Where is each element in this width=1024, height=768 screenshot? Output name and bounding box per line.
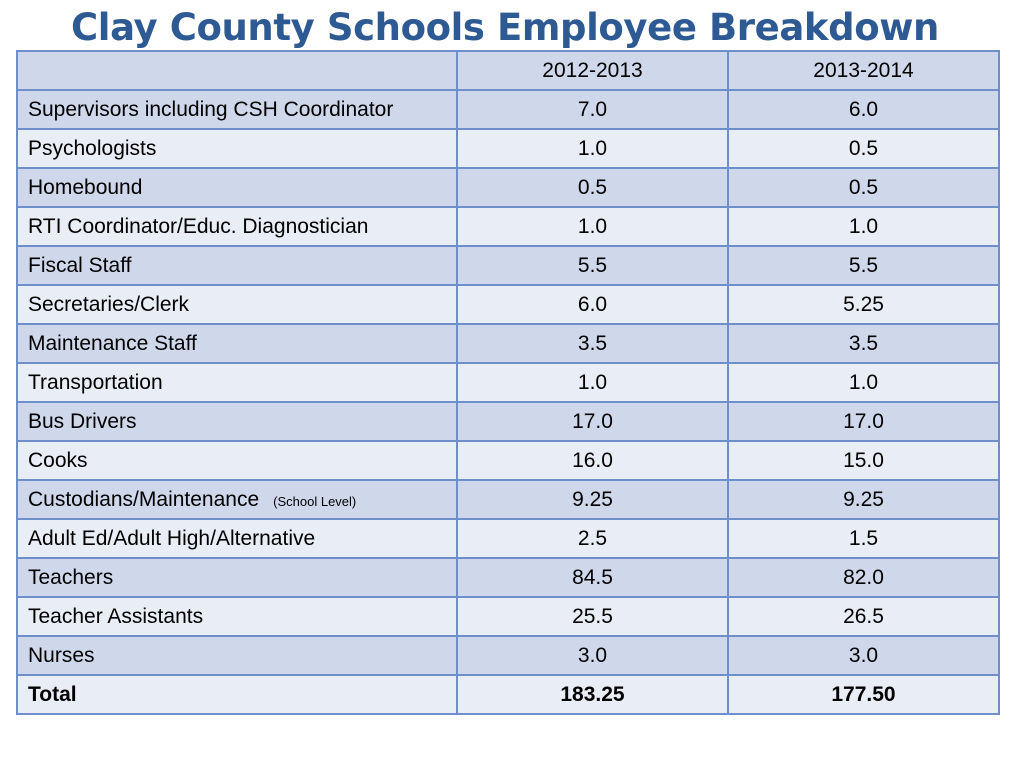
row-label-cell	[17, 363, 457, 402]
row-note: (School Level)	[273, 493, 357, 509]
value-2012-2013: 1.0	[457, 207, 728, 246]
value-2013-2014: 6.0	[728, 90, 999, 129]
table-header-row	[17, 51, 999, 90]
row-label-cell	[17, 324, 457, 363]
row-label: Homebound	[28, 175, 143, 199]
value-2012-2013: 0.5	[457, 168, 728, 207]
table-row	[17, 441, 999, 480]
row-label: Teachers	[28, 565, 114, 589]
header-2013-2014: 2013-2014	[728, 51, 999, 90]
table-row	[17, 207, 999, 246]
value-2012-2013: 1.0	[457, 363, 728, 402]
total-label: Total	[17, 675, 457, 714]
value-2012-2013: 6.0	[457, 285, 728, 324]
value-2012-2013: 3.5	[457, 324, 728, 363]
row-label: Transportation	[28, 370, 163, 394]
table-row	[17, 402, 999, 441]
value-2012-2013: 5.5	[457, 246, 728, 285]
value-2013-2014: 15.0	[728, 441, 999, 480]
row-label-cell	[17, 168, 457, 207]
row-label: Psychologists	[28, 136, 157, 160]
row-label: Bus Drivers	[28, 409, 137, 433]
value-2013-2014: 26.5	[728, 597, 999, 636]
row-label-cell	[17, 480, 457, 519]
value-2013-2014: 0.5	[728, 129, 999, 168]
value-2013-2014: 5.5	[728, 246, 999, 285]
table-body	[17, 90, 999, 714]
row-label: Fiscal Staff	[28, 253, 132, 277]
table-row	[17, 480, 999, 519]
row-label-cell	[17, 129, 457, 168]
slide-title: Clay County Schools Employee Breakdown	[71, 6, 939, 49]
table-row	[17, 597, 999, 636]
row-label: Adult Ed/Adult High/Alternative	[28, 526, 316, 550]
value-2013-2014: 9.25	[728, 480, 999, 519]
row-label-cell	[17, 597, 457, 636]
value-2012-2013: 2.5	[457, 519, 728, 558]
value-2012-2013: 84.5	[457, 558, 728, 597]
value-2013-2014: 3.5	[728, 324, 999, 363]
row-label: Secretaries/Clerk	[28, 292, 190, 316]
table-row	[17, 558, 999, 597]
row-label: Maintenance Staff	[28, 331, 197, 355]
total-2012-2013: 183.25	[457, 675, 728, 714]
employee-breakdown-table	[16, 50, 1000, 715]
value-2013-2014: 5.25	[728, 285, 999, 324]
table-row	[17, 636, 999, 675]
table-row	[17, 363, 999, 402]
value-2013-2014: 82.0	[728, 558, 999, 597]
row-label-cell	[17, 519, 457, 558]
row-label: Nurses	[28, 643, 95, 667]
table-row	[17, 90, 999, 129]
row-label-cell	[17, 207, 457, 246]
value-2012-2013: 17.0	[457, 402, 728, 441]
value-2013-2014: 1.5	[728, 519, 999, 558]
row-label-cell	[17, 90, 457, 129]
header-label-cell	[17, 51, 457, 90]
value-2013-2014: 3.0	[728, 636, 999, 675]
value-2012-2013: 1.0	[457, 129, 728, 168]
row-label-cell	[17, 402, 457, 441]
row-label: Supervisors including CSH Coordinator	[28, 97, 394, 121]
row-label: Cooks	[28, 448, 88, 472]
table-row	[17, 246, 999, 285]
table-row	[17, 285, 999, 324]
value-2012-2013: 25.5	[457, 597, 728, 636]
row-label: Custodians/Maintenance	[28, 487, 260, 511]
row-label: Teacher Assistants	[28, 604, 204, 628]
value-2012-2013: 9.25	[457, 480, 728, 519]
row-label-cell	[17, 285, 457, 324]
header-2012-2013: 2012-2013	[457, 51, 728, 90]
row-label-cell	[17, 246, 457, 285]
value-2013-2014: 1.0	[728, 207, 999, 246]
value-2012-2013: 3.0	[457, 636, 728, 675]
value-2012-2013: 16.0	[457, 441, 728, 480]
value-2013-2014: 1.0	[728, 363, 999, 402]
total-2013-2014: 177.50	[728, 675, 999, 714]
total-row	[17, 675, 999, 714]
row-label-cell	[17, 636, 457, 675]
value-2012-2013: 7.0	[457, 90, 728, 129]
table-row	[17, 168, 999, 207]
row-label-cell	[17, 558, 457, 597]
table-row	[17, 129, 999, 168]
table-row	[17, 519, 999, 558]
value-2013-2014: 0.5	[728, 168, 999, 207]
row-label: RTI Coordinator/Educ. Diagnostician	[28, 214, 369, 238]
table-row	[17, 324, 999, 363]
value-2013-2014: 17.0	[728, 402, 999, 441]
row-label-cell	[17, 441, 457, 480]
